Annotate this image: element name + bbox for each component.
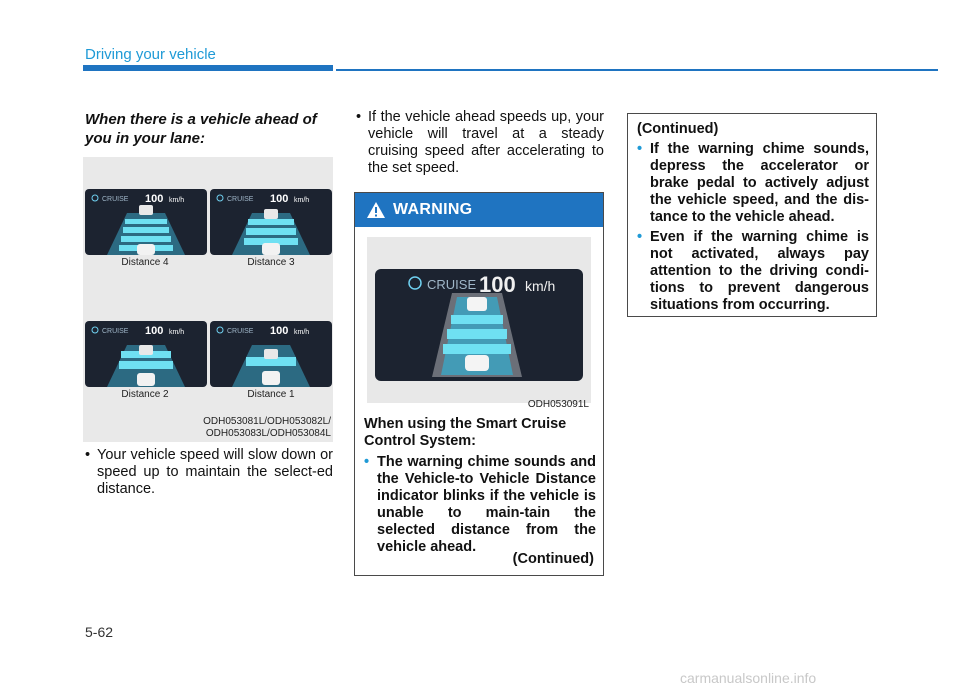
speed-unit: km/h (294, 197, 310, 204)
bullet-dot: • (637, 141, 643, 157)
cruise-label: CRUISE (227, 328, 254, 335)
figure-code-line-2: ODH053083L/ODH053084L (205, 428, 331, 439)
warning-item-text: The warning chime sounds and the Vehicle-to Vehicle Distance indicator blinks if the vehicle is unable to main-tain the selected distance from the vehicle ahead. (377, 454, 596, 555)
continued-label: (Continued) (637, 121, 719, 137)
cluster-panel-distance-3 (210, 189, 332, 255)
distance-figure (83, 157, 333, 442)
left-bullet-text: Your vehicle speed will slow down or speed up to maintain the select-ed distance. (97, 447, 333, 497)
figure-code (171, 416, 333, 442)
speed-unit: km/h (169, 329, 185, 336)
speed-value: 100 (145, 193, 164, 205)
warning-intro: When using the Smart Cruise Control System: (364, 416, 567, 449)
warning-triangle-icon (366, 201, 386, 219)
cluster-panel-distance-2 (85, 321, 207, 387)
header-rule-thick (83, 65, 333, 71)
panel-label-distance-2: Distance 2 (121, 389, 169, 400)
cruise-label: CRUISE (102, 328, 129, 335)
warning-figure (367, 237, 591, 403)
warning-continued: (Continued) (512, 551, 594, 567)
panel-label-distance-3: Distance 3 (247, 257, 295, 268)
subsection-heading: When there is a vehicle ahead of you in your lane: (85, 111, 317, 147)
warning-text (364, 416, 596, 556)
speed-value: 100 (270, 325, 289, 337)
middle-bullet-text: If the vehicle ahead speeds up, your vehicle will travel at a steady cruising speed after accelerating to the set speed. (368, 109, 604, 176)
speed-value: 100 (145, 325, 164, 337)
figure-code-line-1: ODH053081L/ODH053082L/ (203, 416, 331, 427)
header-rule-thin (336, 69, 938, 71)
warn-speed-unit: km/h (525, 278, 556, 294)
cruise-label: CRUISE (102, 196, 129, 203)
warning-item (364, 454, 596, 556)
cluster-panel-distance-1 (210, 321, 332, 387)
warning-figure-code: ODH053091L (527, 399, 589, 410)
section-title: Driving your vehicle (85, 46, 216, 63)
page-number: 5-62 (85, 624, 114, 640)
left-bullet (85, 447, 333, 498)
bullet-dot: • (85, 447, 91, 463)
bullet-dot: • (364, 454, 370, 470)
bullet-dot: • (637, 229, 643, 245)
continued-item-text: Even if the warning chime is not activated, always pay attention to the driving condi-tions to prevent dangerous situations from occurring. (650, 229, 869, 313)
warning-box (354, 192, 604, 576)
speed-unit: km/h (169, 197, 185, 204)
warn-cruise-label: CRUISE (427, 277, 477, 292)
panel-label-distance-1: Distance 1 (247, 389, 295, 400)
cruise-label: CRUISE (227, 196, 254, 203)
warning-header (355, 193, 603, 227)
continued-item-1 (637, 141, 869, 226)
warning-title: WARNING (393, 201, 473, 218)
continued-item-2 (637, 229, 869, 314)
speed-value: 100 (270, 193, 289, 205)
continued-item-text: If the warning chime sounds, depress the accelerator or brake pedal to actively adjust the vehicle speed, and the dis-tance to the vehicle ahead. (650, 141, 869, 225)
watermark[interactable]: carmanualsonline.info (680, 670, 817, 686)
warn-speed-value: 100 (479, 272, 516, 297)
middle-bullet (356, 109, 604, 177)
continued-box (627, 113, 877, 317)
panel-label-distance-4: Distance 4 (121, 257, 169, 268)
bullet-dot: • (356, 109, 362, 125)
speed-unit: km/h (294, 329, 310, 336)
cluster-panel-distance-4 (85, 189, 207, 255)
